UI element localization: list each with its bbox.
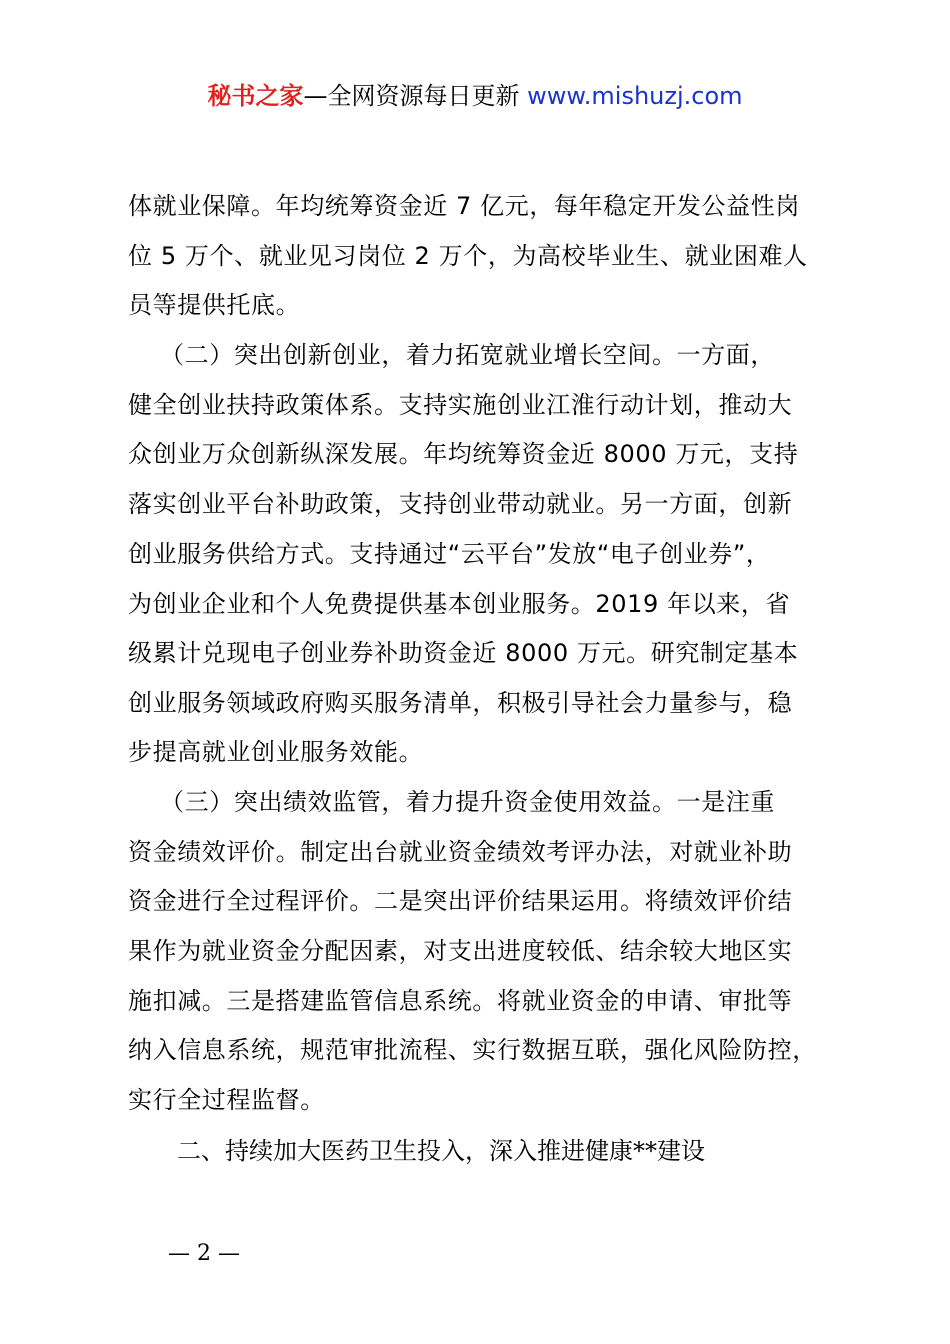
body-line: 实行全过程监督。 [128,1086,325,1114]
body-line: 果作为就业资金分配因素，对支出进度较低、结余较大地区实 [128,937,793,965]
body-line: 步提高就业创业服务效能。 [128,738,424,766]
page-number: — 2 — [168,1241,240,1266]
section-heading: 二、持续加大医药卫生投入，深入推进健康**建设 [177,1137,705,1165]
body-line: 纳入信息系统，规范审批流程、实行数据互联，强化风险防控， [128,1036,817,1064]
paragraph-start-line: （三）突出绩效监管，着力提升资金使用效益。一是注重 [160,788,775,816]
body-line: 创业服务供给方式。支持通过“云平台”发放“电子创业券”， [128,540,771,568]
site-url-link[interactable]: www.mishuzj.com [527,82,743,110]
body-line: 级累计兑现电子创业券补助资金近 8000 万元。研究制定基本 [128,639,799,667]
body-line: 落实创业平台补助政策，支持创业带动就业。另一方面，创新 [128,490,793,518]
body-line: 位 5 万个、就业见习岗位 2 万个，为高校毕业生、就业困难人 [128,242,808,270]
body-line: 为创业企业和个人免费提供基本创业服务。2019 年以来，省 [128,590,791,618]
body-line: 资金进行全过程评价。二是突出评价结果运用。将绩效评价结 [128,887,793,915]
body-line: 施扣减。三是搭建监管信息系统。将就业资金的申请、审批等 [128,987,793,1015]
body-line: 创业服务领域政府购买服务清单，积极引导社会力量参与，稳 [128,689,793,717]
body-line: 健全创业扶持政策体系。支持实施创业江淮行动计划，推动大 [128,391,793,419]
site-brand: 秘书之家 [207,82,304,110]
site-header [0,78,950,114]
paragraph-start-line: （二）突出创新创业，着力拓宽就业增长空间。一方面， [160,341,775,369]
body-line: 体就业保障。年均统筹资金近 7 亿元，每年稳定开发公益性岗 [128,192,800,220]
body-line: 众创业万众创新纵深发展。年均统筹资金近 8000 万元，支持 [128,440,799,468]
site-tagline: —全网资源每日更新 [303,82,520,110]
body-line: 员等提供托底。 [128,291,301,319]
body-line: 资金绩效评价。制定出台就业资金绩效考评办法，对就业补助 [128,838,793,866]
